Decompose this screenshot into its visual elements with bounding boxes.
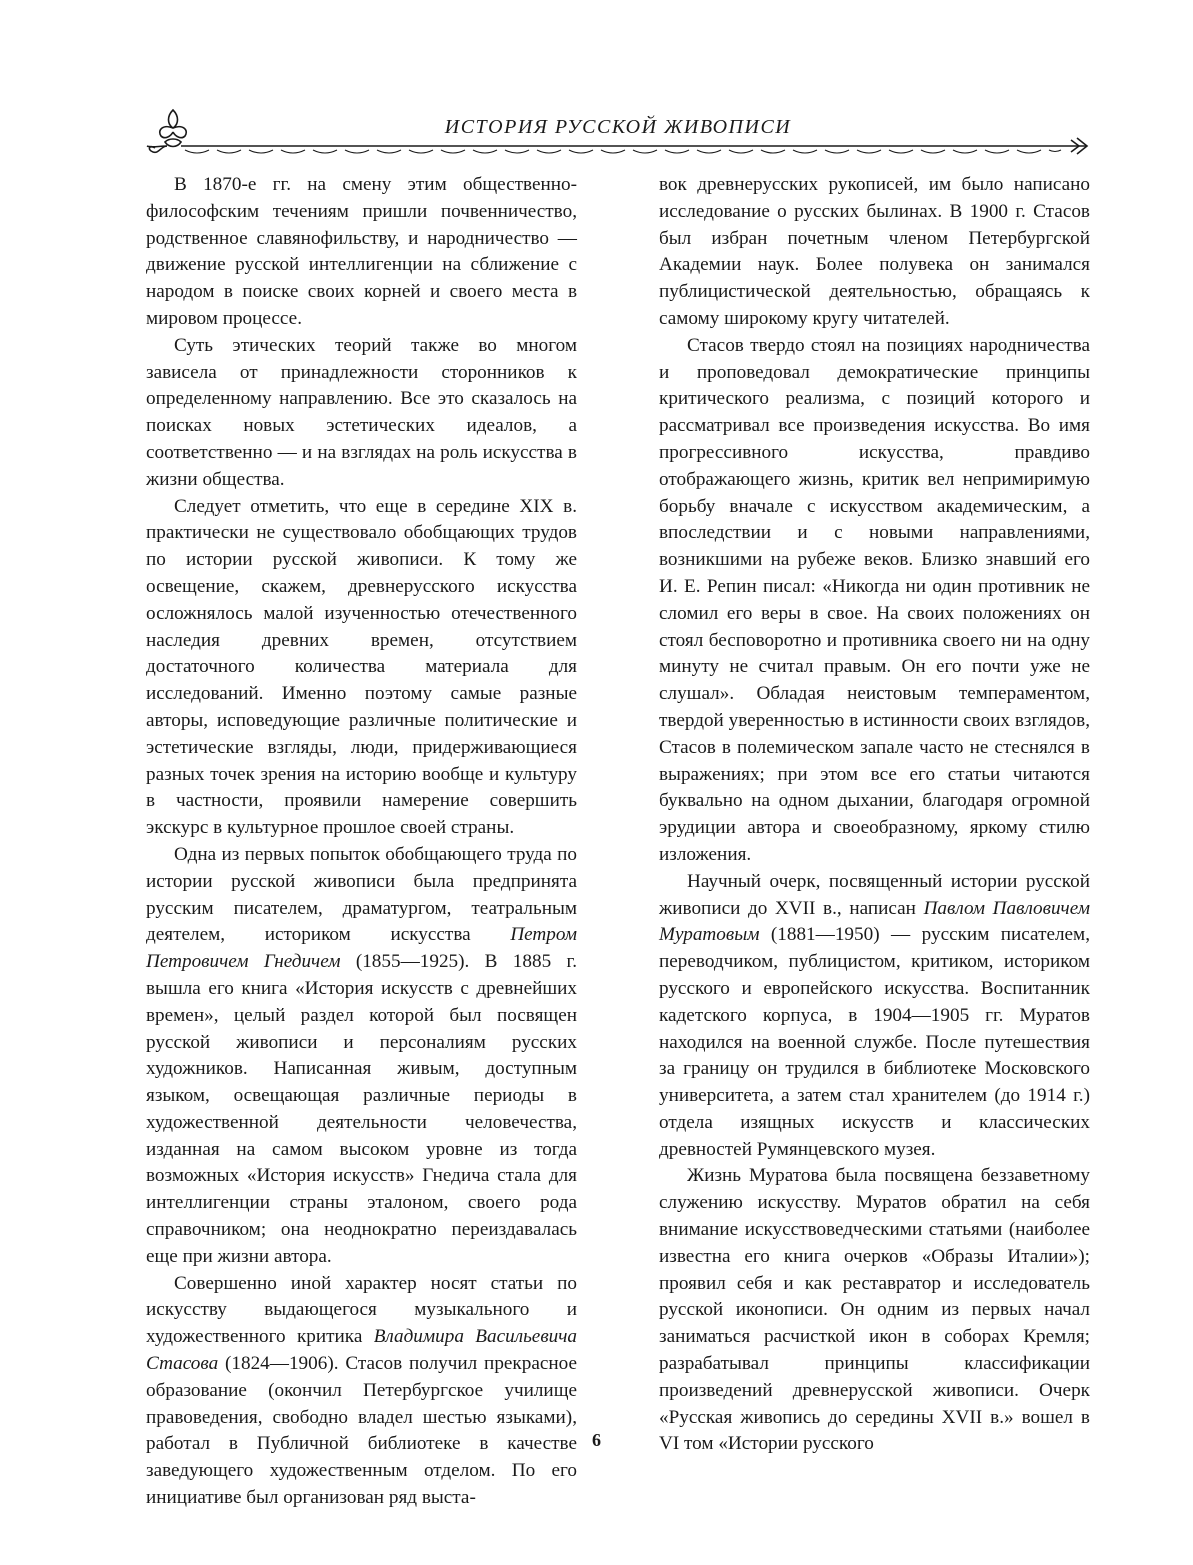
- paragraph-text: Одна из первых попыток обобщающего труда по истории русской живописи была предпринята русским писателем, драматургом, театральным деятелем, историком искусства: [146, 843, 577, 946]
- paragraph: [146, 333, 577, 494]
- paragraph: [659, 333, 1090, 869]
- paragraph: [146, 172, 577, 333]
- running-header: [145, 102, 1091, 162]
- paragraph: [146, 494, 577, 842]
- page-number: 6: [592, 1430, 601, 1450]
- paragraph: [659, 869, 1090, 1164]
- left-column: [146, 172, 577, 1512]
- paragraph: [659, 172, 1090, 333]
- paragraph-text: Стасов твердо стоял на позициях народничества и проповедовал демократические принципы критического реализма, с позиций которого и рассматривал все произведения искусства. Во имя прогрессивного искусства, правдиво отображающего жизнь, критик вел непримиримую борьбу вначале с искусством академическим, а впоследствии и с новыми направлениями, возникшими на рубеже веков. Близко знавший его И. Е. Репин писал: «Никогда ни один противник не сломил его веры в свое. На своих положениях он стоял бесповоротно и противника своего ни на одну минуту не считал правым. Он его почти уже не слушал». Обладая неистовым темпераментом, твердой уверенностью в истинности своих взглядов, Стасов в полемическом запале часто не стеснялся в выражениях; при этом все его статьи читаются буквально на одном дыхании, благодаря огромной эрудиции автора и своеобразному, яркому стилю изложения.: [659, 334, 1090, 865]
- paragraph: [659, 1163, 1090, 1458]
- paragraph: [146, 1271, 577, 1512]
- italic-name: Павлом Павловичем Муратовым: [659, 897, 1090, 946]
- paragraph: [146, 842, 577, 1271]
- right-column: [659, 172, 1090, 1458]
- paragraph-text: вок древнерусских рукописей, им было написано исследование о русских былинах. В 1900 г. Стасов был избран почетным членом Петербургской Академии наук. Более полувека он занимался публицистической деятельностью, обращаясь к самому широкому кругу читателей.: [659, 174, 1090, 329]
- paragraph-text: Следует отметить, что еще в середине XIX в. практически не существовало обобщающих трудов по истории русской живописи. К тому же освещение, скажем, древнерусского искусства осложнялось малой изученностью отечественного наследия древних времен, отсутствием достаточного количества материала для исследований. Именно поэтому самые разные авторы, исповедующие различные политические и эстетические взгляды, люди, придерживающиеся разных точек зрения на историю вообще и культуру в частности, проявили намерение совершить экскурс в культурное прошлое своей страны.: [146, 495, 577, 839]
- running-title: ИСТОРИЯ РУССКОЙ ЖИВОПИСИ: [444, 116, 792, 138]
- paragraph-text: В 1870-е гг. на смену этим общественно-философским течениям пришли почвенничество, родственное славянофильству, и народничество — движение русской интеллигенции на сближение с народом в поиске своих корней и своего места в мировом процессе.: [146, 174, 577, 329]
- paragraph-text: (1855—1925). В 1885 г. вышла его книга «История искусств с древнейших времен», целый раздел которой был посвящен русской живописи и персоналиям русских художников. Написанная живым, доступным языком, освещающая различные периоды в художественной деятельности человечества, изданная на самом высоком уровне из тогда возможных «История искусств» Гнедича стала для интеллигенции страны эталоном, своего рода справочником; она неоднократно переиздавалась еще при жизни автора.: [146, 951, 577, 1267]
- italic-name: Петром Петровичем Гнедичем: [146, 924, 577, 973]
- paragraph-text: Жизнь Муратова была посвящена беззаветному служению искусству. Муратов обратил на себя внимание искусствоведческими статьями (наиболее известна его книга очерков «Образы Италии»); проявил себя и как реставратор и исследователь русской иконописи. Он одним из первых начал заниматься расчисткой икон в соборах Кремля; разрабатывал принципы классификации произведений древнерусской живописи. Очерк «Русская живопись до середины XVII в.» вошел в VI том «Истории русского: [659, 1165, 1090, 1455]
- paragraph-text: Суть этических теорий также во многом зависела от принадлежности сторонников к определенному направлению. Все это сказалось на поисках новых эстетических идеалов, а соответственно — и на взглядах на роль искусства в жизни общества.: [146, 334, 577, 490]
- italic-name: Владимира Васильевича Стасова: [146, 1326, 577, 1375]
- paragraph-text: (1824—1906). Стасов получил прекрасное образование (окончил Петербургское училище правоведения, свободно владел шестью языками), работал в Публичной библиотеке в качестве заведующего художественным отделом. По его инициативе был организован ряд выста-: [146, 1353, 577, 1509]
- paragraph-text: Научный очерк, посвященный истории русской живописи до XVII в., написан: [659, 870, 1090, 919]
- paragraph-text: Совершенно иной характер носят статьи по искусству выдающегося музыкального и художественного критика: [146, 1272, 577, 1348]
- paragraph-text: (1881—1950) — русским писателем, переводчиком, публицистом, критиком, историком русского и европейского искусства. Воспитанник кадетского корпуса, в 1904—1905 гг. Муратов находился на военной службе. После путешествия за границу он трудился в библиотеке Московского университета, а затем стал хранителем (до 1914 г.) отдела изящных искусств и классических древностей Румянцевского музея.: [659, 924, 1090, 1160]
